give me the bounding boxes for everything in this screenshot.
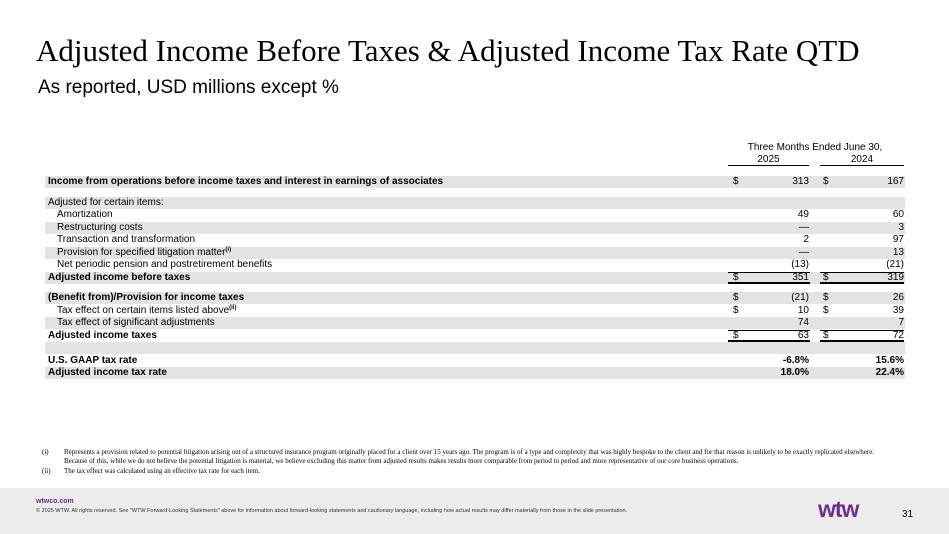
page-subtitle: As reported, USD millions except %	[38, 77, 339, 98]
footnote	[42, 448, 897, 466]
value-2025: —	[799, 246, 809, 258]
value-2024: 15.6%	[875, 354, 904, 366]
wtw-logo	[818, 500, 878, 525]
row-label	[57, 305, 236, 317]
row-spacer	[45, 189, 905, 197]
value-2024: 39	[892, 304, 904, 316]
footer-website-link[interactable]: wtwco.com	[36, 498, 74, 505]
value-2024: 13	[892, 246, 904, 258]
page-number: 31	[902, 509, 914, 520]
value-2025: 351	[792, 271, 809, 283]
value-2025: -6.8%	[782, 354, 809, 366]
footnote-text: Represents a provision related to potential litigation arising out of a structured insurance program originally placed for a client over 15 years ago. The program is of a type and complexity that was highly bespoke to the client and for that reason is unlikely to be exactly replicated elsewhere. Because of this, while we do not believe the potential litigation is material, we believe excluding this matter from adjusted results makes results more comparable from period to period and more representative of our core business operations.	[64, 448, 875, 465]
table-row	[45, 197, 905, 209]
value-2024: 3	[898, 221, 904, 233]
value-2025: (13)	[791, 259, 809, 270]
row-label: Net periodic pension and postretirement benefits	[57, 259, 273, 270]
footnote-ref: (ii)	[229, 304, 237, 311]
value-2024: 7	[898, 317, 904, 328]
row-label: Adjusted income before taxes	[48, 271, 191, 283]
currency-symbol: $	[733, 304, 739, 316]
currency-symbol: $	[823, 271, 829, 283]
value-2025: (21)	[791, 292, 809, 303]
row-label: Amortization	[57, 209, 113, 220]
row-label: Adjusted income taxes	[48, 329, 157, 341]
value-2025: 18.0%	[780, 367, 809, 378]
value-2025: 74	[797, 317, 809, 328]
row-label: Adjusted income tax rate	[48, 367, 167, 378]
table-row	[45, 272, 905, 284]
value-2024: 72	[892, 329, 904, 341]
footnote-ref: (i)	[225, 246, 232, 253]
value-2025: 10	[797, 304, 809, 316]
table-row	[45, 305, 905, 317]
currency-symbol: $	[823, 292, 829, 303]
currency-symbol: $	[733, 329, 739, 341]
currency-symbol: $	[733, 176, 739, 187]
value-2025: 313	[792, 176, 809, 187]
value-2024: 97	[892, 234, 904, 245]
table-row	[45, 234, 905, 246]
page-title: Adjusted Income Before Taxes & Adjusted Income Tax Rate QTD	[36, 33, 860, 68]
value-2025: 63	[797, 329, 809, 341]
value-2025: 49	[797, 209, 809, 220]
value-2024: 22.4%	[875, 367, 904, 378]
row-label-text: Tax effect on certain items listed above	[57, 304, 230, 316]
row-label: U.S. GAAP tax rate	[48, 354, 138, 366]
period-header: Three Months Ended June 30,	[747, 142, 883, 153]
row-label: Transaction and transformation	[57, 234, 196, 245]
currency-symbol: $	[733, 271, 739, 283]
logo-text: wtw	[818, 500, 859, 520]
footer-copyright: © 2025 WTW. All rights reserved. See "WTW Forward-Looking Statements" above for information about forward-looking statements and cautionary language, including how actual results may differ materially from those in the slide presentation.	[36, 508, 628, 514]
table-row	[45, 259, 905, 271]
table-row	[45, 292, 905, 304]
value-2024: 26	[892, 292, 904, 303]
table-row	[45, 355, 905, 367]
footnote-text: The tax effect was calculated using an effective tax rate for each item.	[64, 467, 260, 475]
value-2024: 319	[887, 271, 904, 283]
table-row	[45, 247, 905, 259]
row-label: Adjusted for certain items:	[48, 196, 164, 208]
wtw-logo-icon	[818, 500, 878, 520]
currency-symbol: $	[823, 304, 829, 316]
footnote	[42, 467, 897, 476]
row-label: Income from operations before income taxes and interest in earnings of associates	[48, 176, 444, 187]
table-row	[45, 317, 905, 329]
value-2025: —	[799, 221, 809, 233]
table-row	[45, 330, 905, 342]
value-2024: 167	[887, 176, 904, 187]
currency-symbol: $	[823, 176, 829, 187]
row-label: (Benefit from)/Provision for income taxes	[48, 292, 245, 303]
footnote-marker: (ii)	[42, 467, 51, 475]
value-2024: 60	[892, 209, 904, 220]
year-header-2025: 2025	[728, 154, 809, 166]
row-label-text: Provision for specified litigation matter	[57, 246, 226, 258]
row-label: Restructuring costs	[57, 221, 143, 233]
footnotes	[42, 448, 897, 477]
value-2025: 2	[803, 234, 809, 245]
footnote-marker: (i)	[42, 448, 49, 456]
table-row	[45, 209, 905, 221]
financial-table	[45, 176, 905, 380]
row-label: Tax effect of significant adjustments	[57, 317, 215, 328]
year-header-2024: 2024	[820, 154, 904, 166]
table-row	[45, 176, 905, 188]
row-spacer	[45, 342, 905, 354]
table-row	[45, 367, 905, 379]
row-spacer	[45, 284, 905, 292]
table-row	[45, 222, 905, 234]
row-label	[57, 247, 231, 259]
currency-symbol: $	[823, 329, 829, 341]
value-2024: (21)	[886, 259, 904, 270]
currency-symbol: $	[733, 292, 739, 303]
